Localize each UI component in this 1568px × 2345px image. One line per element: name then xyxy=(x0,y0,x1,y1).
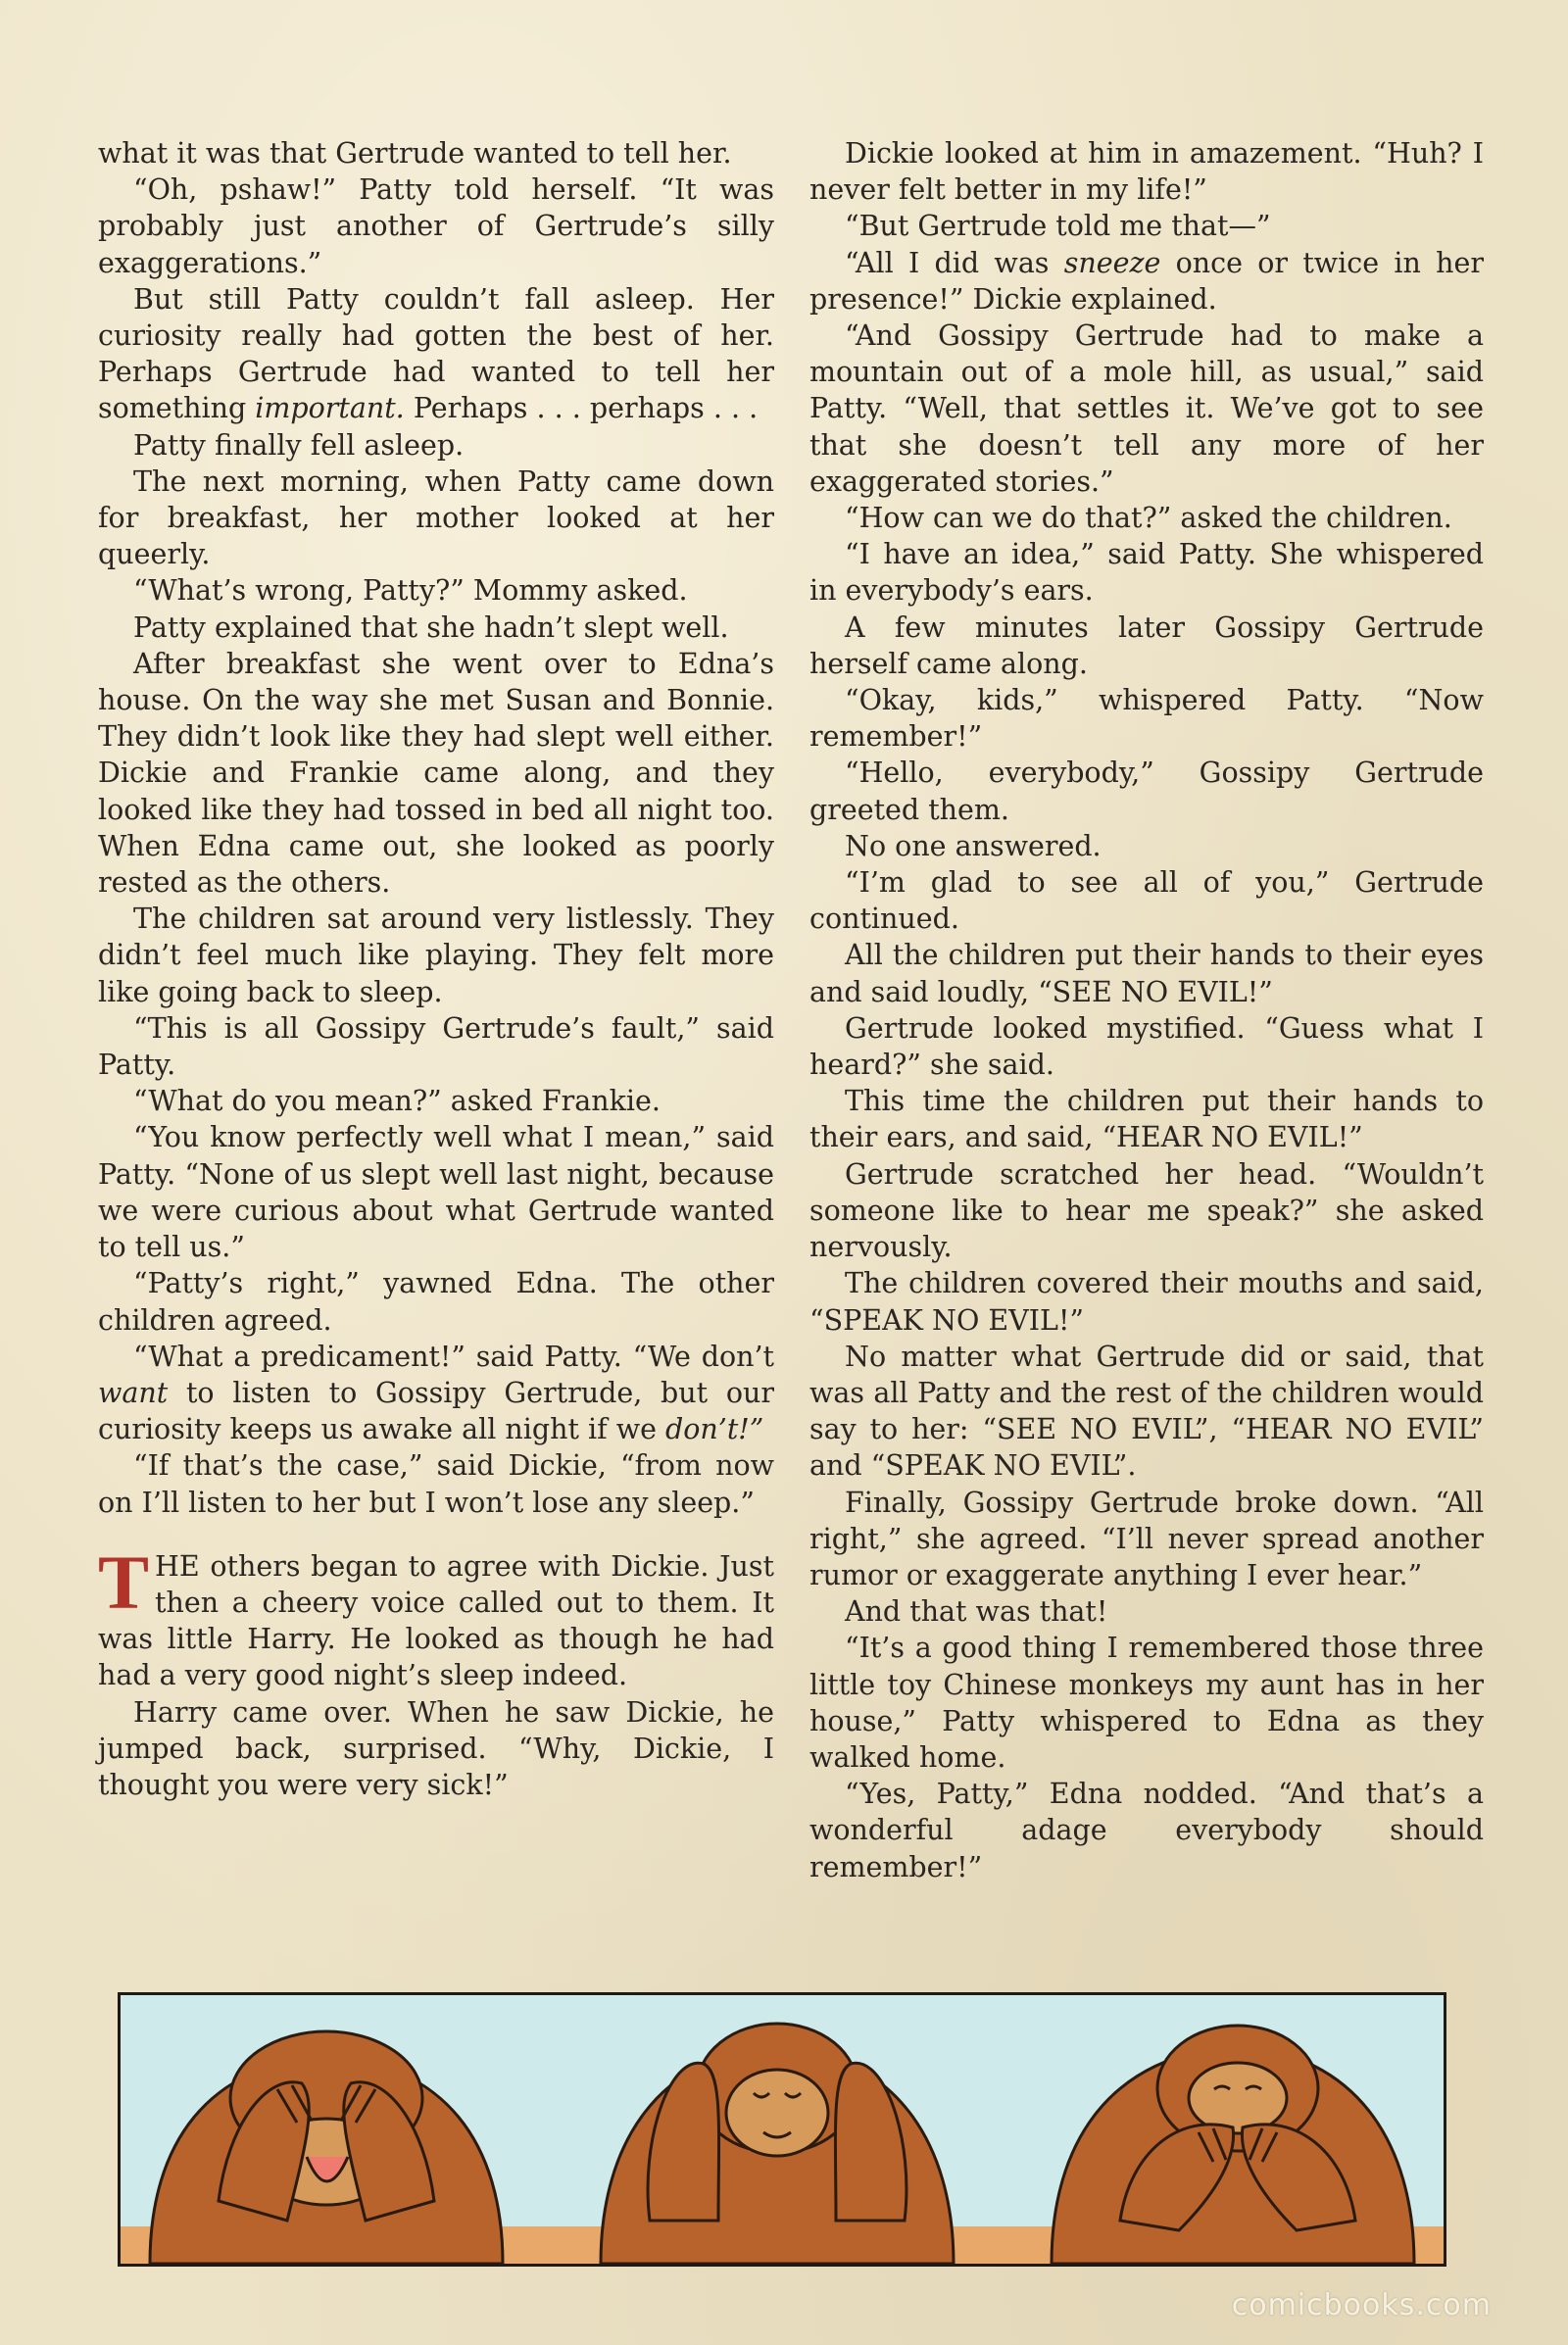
paragraph: “What do you mean?” asked Frankie. xyxy=(133,1085,661,1118)
three-monkeys-illustration xyxy=(118,1992,1446,2267)
paragraph: Dickie looked at him in amazement. “Huh? I never felt better in my life!” xyxy=(809,137,1484,207)
paragraph: After breakfast she went over to Edna’s house. On the way she met Susan and Bonnie. They didn’t look like they had slept well either. Dickie and Frankie came along, and they looked like they had tossed in bed all night too. When Edna came out, she looked as poorly rested as the others. xyxy=(98,647,774,900)
paragraph: Finally, Gossipy Gertrude broke down. “All right,” she agreed. “I’ll never spread another rumor or exaggerate anything I ever hear.” xyxy=(809,1486,1484,1591)
paragraph: All the children put their hands to their eyes and said loudly, “SEE NO EVIL!” xyxy=(809,939,1484,1008)
paragraph: The next morning, when Patty came down for breakfast, her mother looked at her queerly. xyxy=(98,464,774,571)
see-no-evil-monkey-icon xyxy=(150,2031,503,2264)
paragraph: “Patty’s right,” yawned Edna. The other children agreed. xyxy=(98,1267,774,1337)
paragraph: “And Gossipy Gertrude had to make a mountain out of a mole hill, as usual,” said Patty. “Well, that settles it. We’ve got to see that she doesn’t tell any more of her exaggerated stories.” xyxy=(809,319,1484,498)
paragraph: “Yes, Patty,” Edna nodded. “And that’s a wonderful adage everybody should remember!” xyxy=(809,1778,1484,1883)
paragraph: “You know perfectly well what I mean,” said Patty. “None of us slept well last night, because we were curious about what Gertrude wanted to tell us.” xyxy=(98,1121,774,1264)
paragraph: But still Patty couldn’t fall asleep. Her curiosity really had gotten the best of her. Perhaps Gertrude had wanted to tell her something important. Perhaps . . . perhaps . . . xyxy=(98,282,774,425)
paragraph: A few minutes later Gossipy Gertrude herself came along. xyxy=(809,611,1484,680)
paragraph: Harry came over. When he saw Dickie, he jumped back, surprised. “Why, Dickie, I thought you were very sick!” xyxy=(98,1695,774,1801)
paragraph: “Hello, everybody,” Gossipy Gertrude greeted them. xyxy=(809,757,1484,826)
paragraph: “It’s a good thing I remembered those three little toy Chinese monkeys my aunt has in her house,” Patty whispered to Edna as they walked home. xyxy=(809,1632,1484,1774)
site-watermark: comicbooks.com xyxy=(1231,2288,1492,2322)
paragraph: Patty explained that she hadn’t slept well. xyxy=(133,611,729,644)
paragraph: “Oh, pshaw!” Patty told herself. “It was probably just another of Gertrude’s silly exaggerations.” xyxy=(98,173,774,279)
paragraph: “But Gertrude told me that—” xyxy=(845,210,1271,243)
monkeys-drawing xyxy=(121,1995,1444,2264)
hear-no-evil-monkey-icon xyxy=(601,2024,954,2264)
paragraph: “Okay, kids,” whispered Patty. “Now remember!” xyxy=(809,684,1484,754)
paragraph: “What a predicament!” said Patty. “We don’t want to listen to Gossipy Gertrude, but our curiosity keeps us awake all night if we don’t!” xyxy=(98,1340,774,1446)
paragraph: “If that’s the case,” said Dickie, “from now on I’ll listen to her but I won’t lose any sleep.” xyxy=(98,1449,774,1519)
paragraph: The children sat around very listlessly. They didn’t feel much like playing. They felt more like going back to sleep. xyxy=(98,903,774,1008)
drop-cap: T xyxy=(98,1539,150,1625)
paragraph: “I’m glad to see all of you,” Gertrude continued. xyxy=(809,866,1484,936)
paragraph: “How can we do that?” asked the children. xyxy=(845,502,1452,535)
paragraph: Patty finally fell asleep. xyxy=(133,428,465,462)
section-opening-paragraph: THE others began to agree with Dickie. Just then a cheery voice called out to them. It was little Harry. He looked as though he had had a very good night’s sleep indeed. xyxy=(98,1539,774,1692)
paragraph: This time the children put their hands to their ears, and said, “HEAR NO EVIL!” xyxy=(809,1085,1484,1154)
paragraph: No matter what Gertrude did or said, that was all Patty and the rest of the children would say to her: “SEE NO EVIL”, “HEAR NO EVIL” and “SPEAK NO EVIL”. xyxy=(809,1340,1484,1483)
paragraph: Gertrude looked mystified. “Guess what I heard?” she said. xyxy=(809,1011,1484,1082)
paragraph: “What’s wrong, Patty?” Mommy asked. xyxy=(133,574,688,608)
paragraph: what it was that Gertrude wanted to tell her. xyxy=(98,137,732,170)
paragraph: The children covered their mouths and said, “SPEAK NO EVIL!” xyxy=(809,1267,1484,1337)
speak-no-evil-monkey-icon xyxy=(1052,2026,1414,2264)
paragraph: “All I did was sneeze once or twice in her presence!” Dickie explained. xyxy=(809,246,1485,316)
paragraph: “I have an idea,” said Patty. She whispered in everybody’s ears. xyxy=(809,538,1484,608)
paragraph: Gertrude scratched her head. “Wouldn’t someone like to hear me speak?” she asked nervously. xyxy=(809,1157,1484,1264)
paragraph: “This is all Gossipy Gertrude’s fault,” said Patty. xyxy=(98,1011,774,1082)
right-text-column xyxy=(809,135,1484,1885)
paragraph: No one answered. xyxy=(845,829,1102,862)
left-text-column xyxy=(98,135,774,1803)
paragraph: And that was that! xyxy=(845,1595,1108,1629)
